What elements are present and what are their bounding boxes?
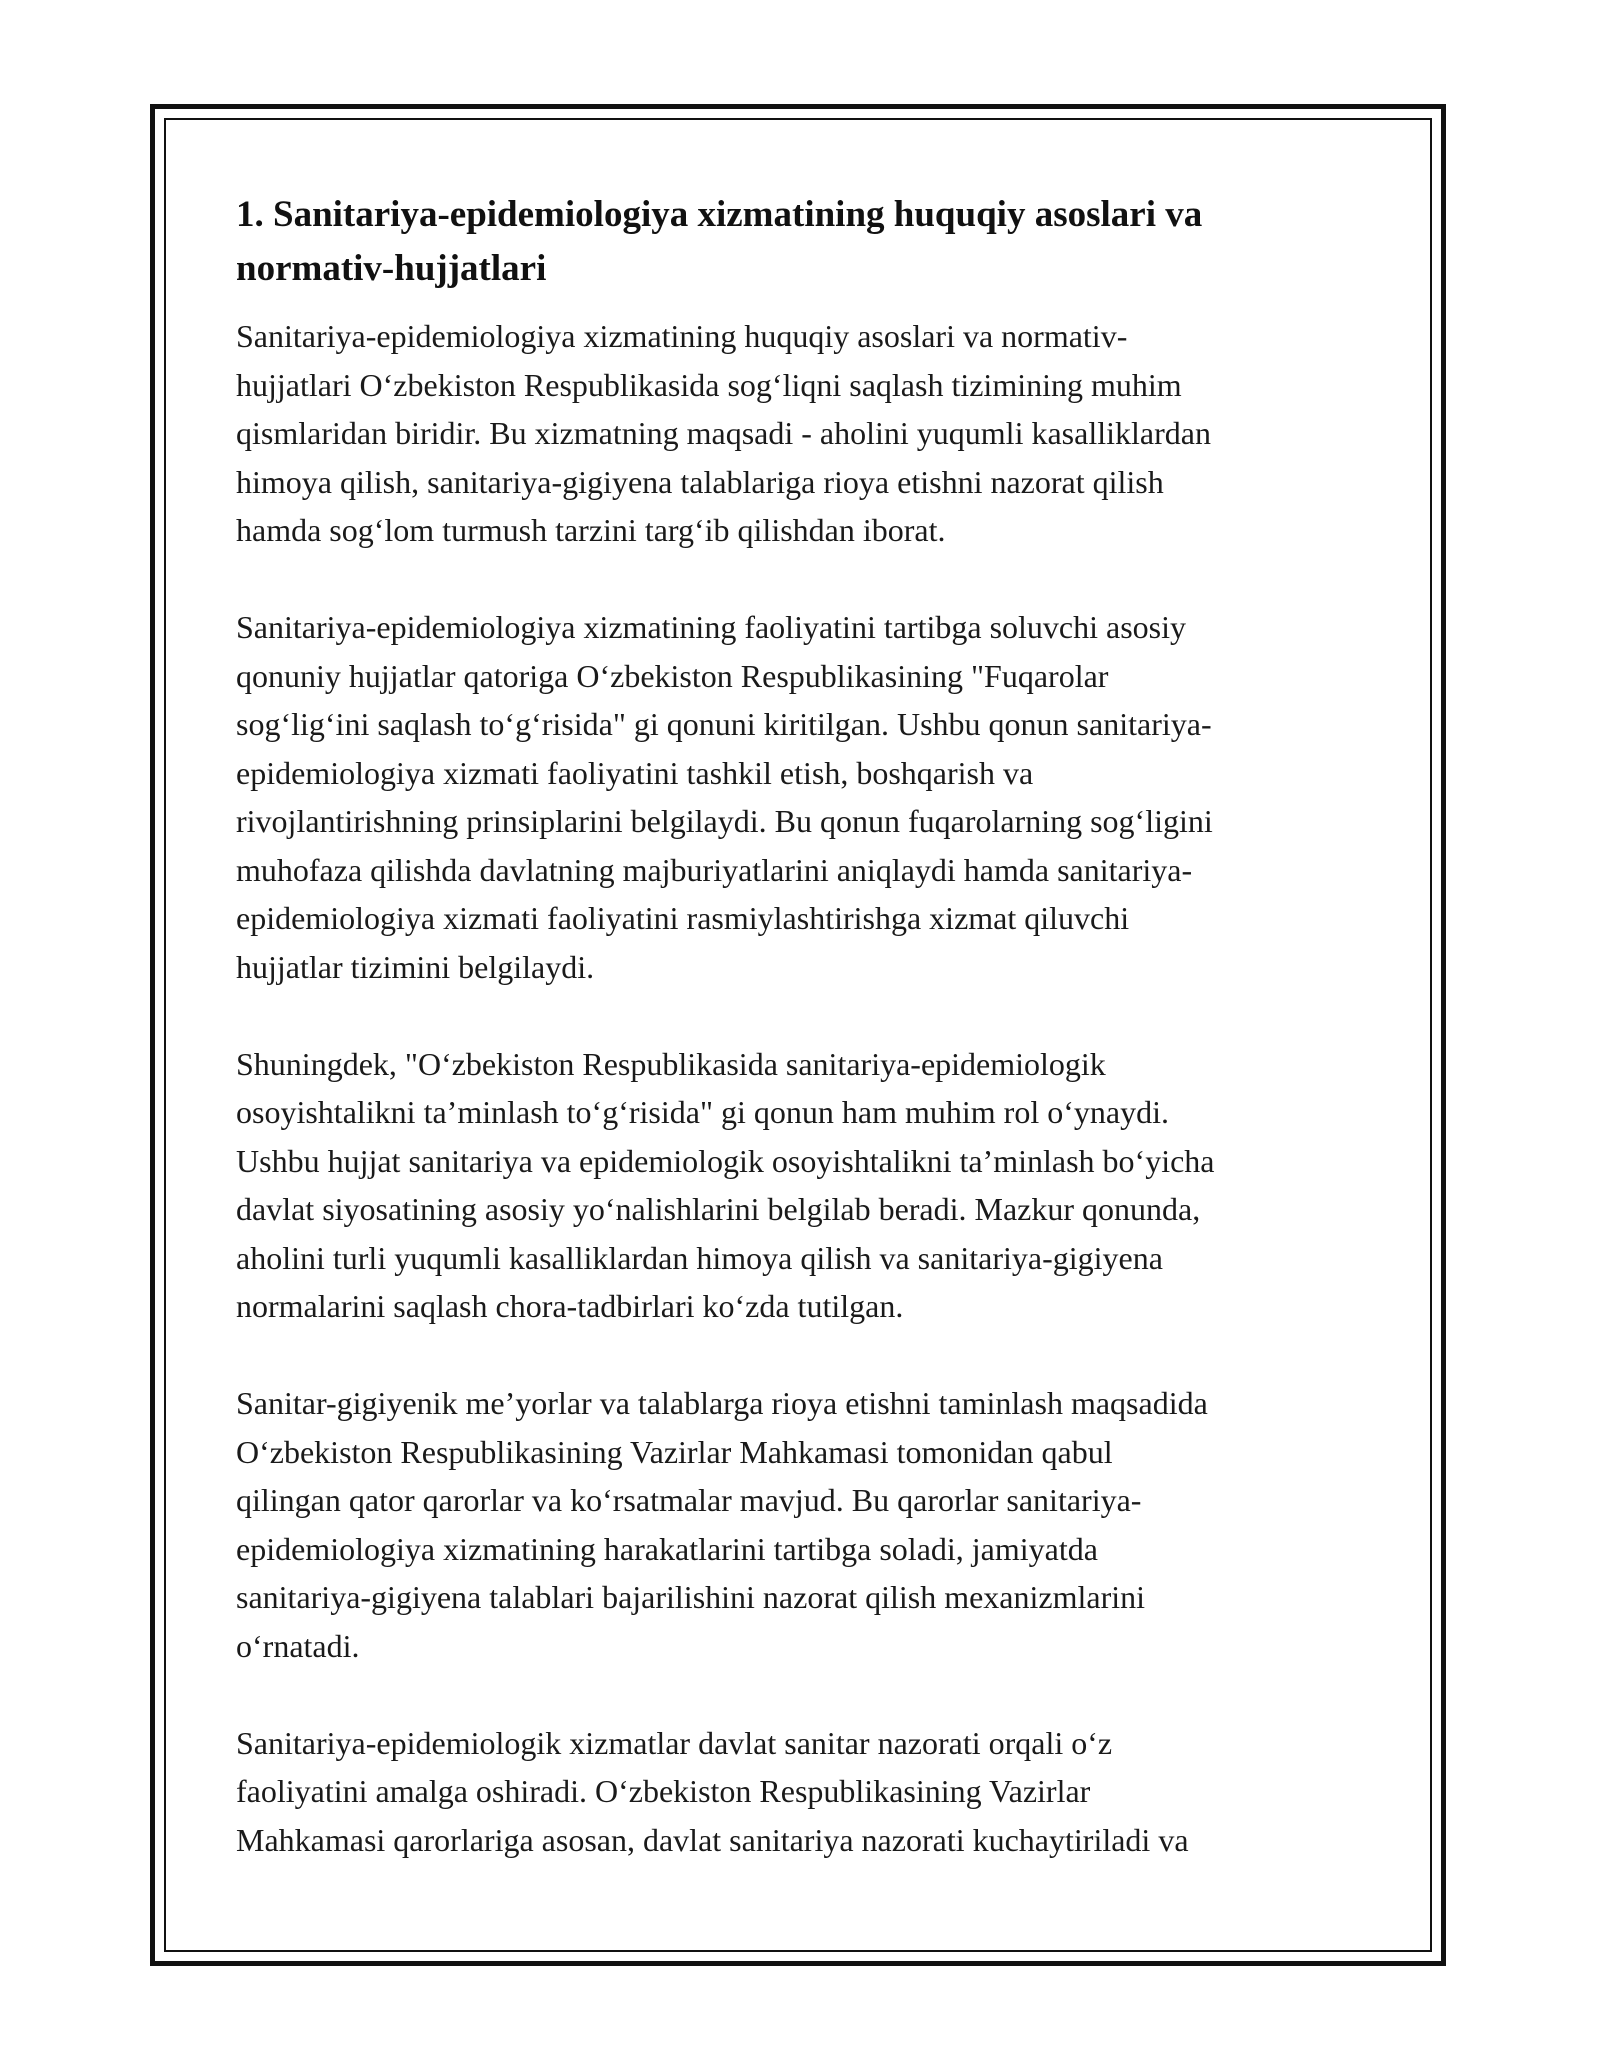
section-heading	[236, 188, 1366, 296]
text-line: hujjatlar tizimini belgilaydi.	[236, 948, 595, 985]
text-line: O‘zbekiston Respublikasining Vazirlar Mahkamasi tomonidan qabul	[236, 1433, 1113, 1470]
text-line: Sanitariya-epidemiologik xizmatlar davlat sanitar nazorati orqali o‘z	[236, 1724, 1113, 1761]
text-line: qismlaridan biridir. Bu xizmatning maqsadi - aholini yuqumli kasalliklardan	[236, 415, 1211, 451]
text-line: Shuningdek, "O‘zbekiston Respublikasida sanitariya-epidemiologik	[236, 1045, 1106, 1082]
text-line: sanitariya-gigiyena talablari bajarilishini nazorat qilish mexanizmlarini	[236, 1579, 1146, 1615]
heading-line: 1. Sanitariya-epidemiologiya xizmatining huquqiy asoslari va	[236, 194, 1203, 235]
text-line: osoyishtalikni ta’minlash to‘g‘risida" gi qonun ham muhim rol o‘ynaydi.	[236, 1094, 1169, 1130]
text-line: hamda sog‘lom turmush tarzini targ‘ib qilishdan iborat.	[236, 512, 946, 548]
text-line: o‘rnatadi.	[236, 1627, 360, 1664]
text-line: normalarini saqlash chora-tadbirlari ko‘zda tutilgan.	[236, 1288, 904, 1324]
paragraph-2	[236, 603, 1366, 991]
text-line: Sanitar-gigiyenik me’yorlar va talablarga rioya etishni taminlash maqsadida	[236, 1385, 1208, 1421]
text-line: epidemiologiya xizmatining harakatlarini tartibga soladi, jamiyatda	[236, 1530, 1098, 1567]
paragraph-3	[236, 1040, 1366, 1331]
text-line: rivojlantirishning prinsiplarini belgilaydi. Bu qonun fuqarolarning sog‘ligini	[236, 803, 1213, 839]
paragraph-1	[236, 312, 1366, 555]
text-line: qonuniy hujjatlar qatoriga O‘zbekiston Respublikasining "Fuqarolar	[236, 657, 1109, 694]
heading-line: normativ-hujjatlari	[236, 248, 547, 289]
text-line: faoliyatini amalga oshiradi. O‘zbekiston Respublikasining Vazirlar	[236, 1773, 1091, 1809]
text-line: Mahkamasi qarorlariga asosan, davlat sanitariya nazorati kuchaytiriladi va	[236, 1821, 1189, 1858]
text-line: sog‘lig‘ini saqlash to‘g‘risida" gi qonuni kiritilgan. Ushbu qonun sanitariya-	[236, 706, 1212, 742]
text-line: muhofaza qilishda davlatning majburiyatlarini aniqlaydi hamda sanitariya-	[236, 851, 1193, 888]
text-line: qilingan qator qarorlar va ko‘rsatmalar mavjud. Bu qarorlar sanitariya-	[236, 1482, 1142, 1518]
paragraph-4	[236, 1379, 1366, 1670]
text-line: aholini turli yuqumli kasalliklardan himoya qilish va sanitariya-gigiyena	[236, 1239, 1163, 1276]
text-line: Sanitariya-epidemiologiya xizmatining faoliyatini tartibga soluvchi asosiy	[236, 609, 1186, 645]
text-line: himoya qilish, sanitariya-gigiyena talablariga rioya etishni nazorat qilish	[236, 463, 1164, 500]
text-line: hujjatlari O‘zbekiston Respublikasida sog‘liqni saqlash tizimining muhim	[236, 366, 1182, 403]
paragraph-5	[236, 1719, 1366, 1865]
text-line: epidemiologiya xizmati faoliyatini rasmiylashtirishga xizmat qiluvchi	[236, 900, 1130, 936]
text-line: Sanitariya-epidemiologiya xizmatining huquqiy asoslari va normativ-	[236, 318, 1128, 354]
text-line: Ushbu hujjat sanitariya va epidemiologik osoyishtalikni ta’minlash bo‘yicha	[236, 1142, 1215, 1179]
text-line: davlat siyosatining asosiy yo‘nalishlarini belgilab beradi. Mazkur qonunda,	[236, 1191, 1201, 1227]
text-line: epidemiologiya xizmati faoliyatini tashkil etish, boshqarish va	[236, 754, 1034, 791]
document-body	[236, 188, 1366, 1913]
